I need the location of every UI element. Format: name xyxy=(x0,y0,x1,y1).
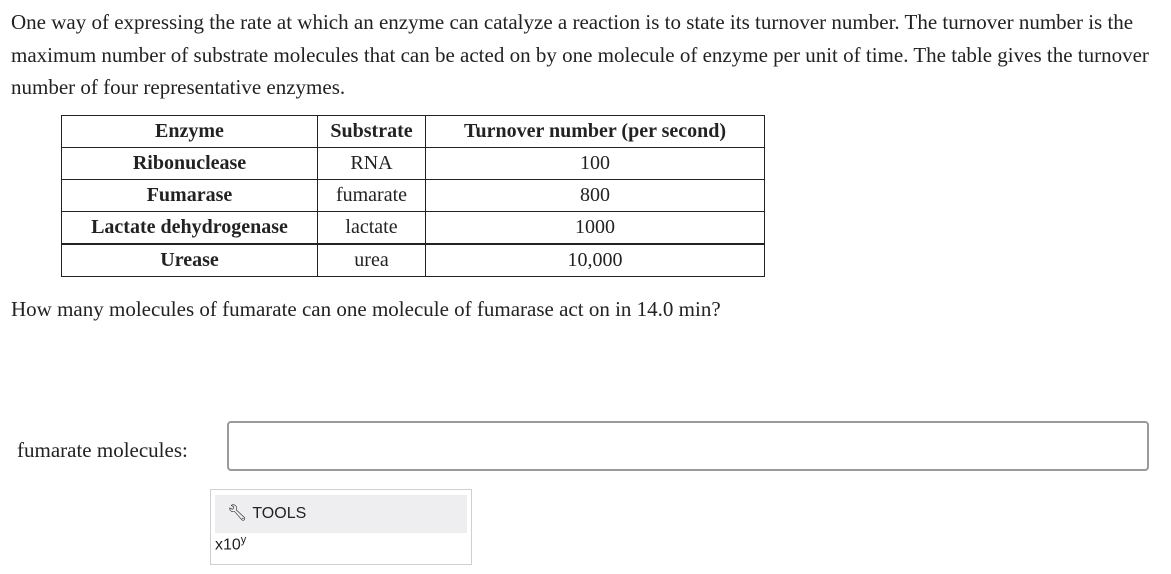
x10-base: x10 xyxy=(215,536,241,554)
table-row xyxy=(62,148,765,180)
substrate-cell: RNA xyxy=(318,148,426,180)
substrate-cell: lactate xyxy=(318,212,426,245)
enzyme-cell: Urease xyxy=(62,244,318,277)
substrate-cell: fumarate xyxy=(318,180,426,212)
turnover-cell: 100 xyxy=(426,148,765,180)
table-row xyxy=(62,180,765,212)
header-substrate: Substrate xyxy=(318,116,426,148)
x10-exponent: y xyxy=(240,534,247,546)
answer-label: fumarate molecules: xyxy=(17,438,188,462)
table-row xyxy=(62,244,765,277)
turnover-cell: 800 xyxy=(426,180,765,212)
tools-toggle-button[interactable] xyxy=(215,495,467,533)
tools-panel xyxy=(210,489,472,565)
enzyme-cell: Lactate dehydrogenase xyxy=(62,212,318,245)
substrate-cell: urea xyxy=(318,244,426,277)
wrench-icon: 🔧︎ xyxy=(227,505,248,522)
table-header-row xyxy=(62,116,765,148)
header-turnover: Turnover number (per second) xyxy=(426,116,765,148)
turnover-cell: 10,000 xyxy=(426,244,765,277)
tools-label: TOOLS xyxy=(252,505,307,522)
scientific-notation-button[interactable] xyxy=(215,534,246,554)
question-text: How many molecules of fumarate can one molecule of fumarase act on in 14.0 min? xyxy=(11,297,721,321)
enzyme-cell: Ribonuclease xyxy=(62,148,318,180)
turnover-table xyxy=(61,115,765,277)
header-enzyme: Enzyme xyxy=(62,116,318,148)
enzyme-cell: Fumarase xyxy=(62,180,318,212)
answer-input[interactable] xyxy=(227,421,1149,471)
problem-intro: One way of expressing the rate at which an enzyme can catalyze a reaction is to state its turnover number. The turnover number is the maximum number of substrate molecules that can be acted on by one molecule of enzyme per unit of time. The table gives the turnover number of four representative enzymes. xyxy=(11,10,1149,99)
turnover-cell: 1000 xyxy=(426,212,765,245)
table-row xyxy=(62,212,765,245)
